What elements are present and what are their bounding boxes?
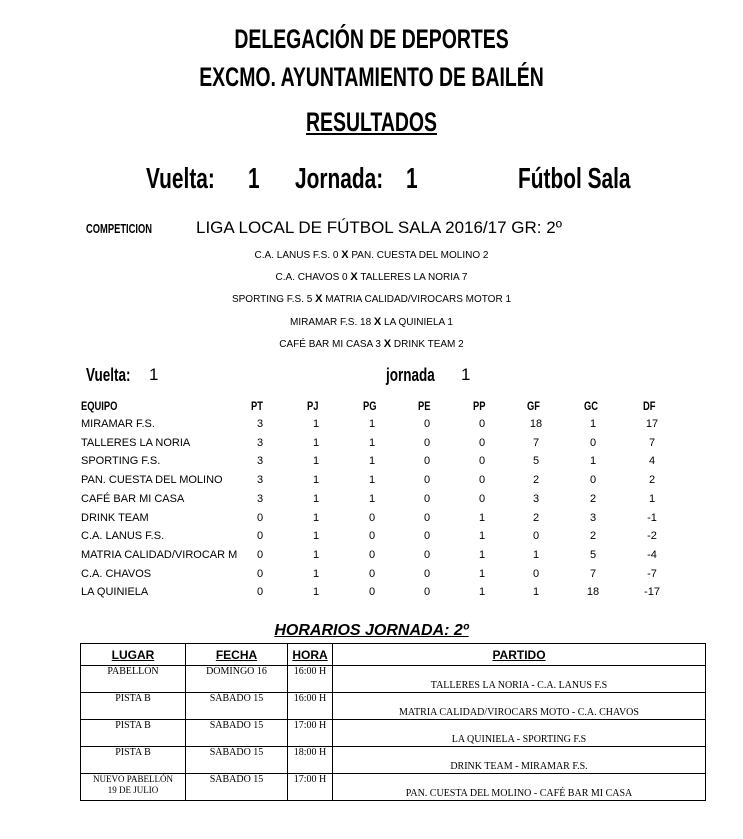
standings-df: 7: [648, 436, 656, 449]
schedule-lugar: NUEVO PABELLÓN 19 DE JULIO: [81, 774, 186, 801]
standings-pj: 1: [312, 455, 320, 468]
standings-team: C.A. CHAVOS: [81, 567, 152, 580]
schedule-row: [81, 693, 706, 720]
vuelta-label: Vuelta:: [146, 163, 215, 195]
standings-gc: 0: [589, 436, 597, 449]
standings-team: DRINK TEAM: [81, 511, 149, 524]
standings-pj: 1: [312, 418, 320, 430]
standings-pp: 1: [478, 586, 486, 599]
vuelta-value: 1: [248, 163, 260, 195]
standings-pg: 0: [368, 567, 376, 580]
standings-gc: 2: [589, 530, 597, 543]
standings-pg: 0: [368, 586, 376, 599]
standings-header-pt: PT: [251, 399, 263, 413]
standings-pt: 0: [256, 511, 264, 524]
standings-pp: 0: [478, 418, 486, 430]
standings-df: -2: [647, 530, 657, 543]
schedule-partido: MATRIA CALIDAD/VIROCARS MOTO - C.A. CHAVOS: [333, 693, 706, 720]
col-hora: HORA: [288, 644, 333, 666]
standings-pt: 3: [256, 436, 264, 449]
standings-pt: 3: [256, 474, 264, 487]
standings-gf: 5: [532, 455, 540, 468]
standings-df: 17: [645, 418, 659, 430]
standings-pt: 3: [256, 418, 264, 430]
standings-team: PAN. CUESTA DEL MOLINO: [81, 474, 223, 487]
schedule-row: [81, 774, 706, 801]
standings-pj: 1: [312, 567, 320, 580]
standings-df: -7: [647, 567, 657, 580]
standings-team: SPORTING F.S.: [81, 455, 161, 468]
col-lugar: LUGAR: [81, 644, 186, 666]
standings-header-gf: GF: [527, 399, 541, 413]
standings-gf: 1: [532, 548, 540, 561]
schedule-title: HORARIOS JORNADA: 2º: [274, 622, 469, 639]
schedule-row: [81, 720, 706, 747]
col-partido: PARTIDO: [333, 644, 706, 666]
standings-gf: 7: [532, 436, 540, 449]
schedule-lugar: PISTA B: [81, 747, 186, 774]
standings-pt: 3: [256, 455, 264, 468]
standings-header-pg: PG: [363, 399, 377, 413]
schedule-fecha: SÁBADO 15: [186, 747, 288, 774]
standings-df: -4: [647, 548, 657, 561]
standings-pj: 1: [312, 492, 320, 505]
schedule-row: [81, 666, 706, 693]
standings-pg: 1: [368, 418, 376, 430]
standings-header-df: DF: [643, 399, 656, 413]
standings-gc: 3: [589, 511, 597, 524]
standings-pe: 0: [423, 436, 431, 449]
standings-pg: 0: [368, 511, 376, 524]
standings-pp: 0: [478, 455, 486, 468]
schedule-partido: PAN. CUESTA DEL MOLINO - CAFÉ BAR MI CASA: [333, 774, 706, 801]
standings-gc: 1: [589, 418, 597, 430]
standings-team: MIRAMAR F.S.: [81, 418, 155, 430]
schedule-hora: 16:00 H: [288, 693, 333, 720]
standings-gf: 1: [532, 586, 540, 599]
standings-pp: 1: [478, 567, 486, 580]
standings-pg: 1: [368, 455, 376, 468]
schedule-hora: 16:00 H: [288, 666, 333, 693]
standings-team: CAFÉ BAR MI CASA: [81, 492, 185, 505]
standings-gc: 7: [589, 567, 597, 580]
standings-pg: 1: [368, 436, 376, 449]
standings-df: 1: [648, 492, 656, 505]
sport-name: Fútbol Sala: [518, 163, 631, 195]
standings-pj: 1: [312, 586, 320, 599]
standings-header-gc: GC: [584, 399, 599, 413]
standings-header-equipo: EQUIPO: [81, 399, 118, 413]
standings-gc: 5: [589, 548, 597, 561]
standings-pj: 1: [312, 474, 320, 487]
standings-pp: 1: [478, 511, 486, 524]
standings-header-pj: PJ: [307, 399, 319, 413]
standings-pt: 0: [256, 530, 264, 543]
standings-pe: 0: [423, 567, 431, 580]
competition-label: COMPETICION: [86, 221, 153, 236]
standings-pg: 1: [368, 492, 376, 505]
standings-gf: 3: [532, 492, 540, 505]
standings-team: MATRIA CALIDAD/VIROCAR M: [81, 548, 238, 561]
standings-df: 4: [648, 455, 656, 468]
standings-pp: 0: [478, 492, 486, 505]
standings-gc: 2: [589, 492, 597, 505]
schedule-table: [80, 643, 706, 801]
standings-team: LA QUINIELA: [81, 586, 149, 599]
standings-gf: 18: [529, 418, 543, 430]
schedule-header-row: [81, 644, 706, 666]
standings-pt: 0: [256, 567, 264, 580]
standings-gc: 1: [589, 455, 597, 468]
standings-pg: 0: [368, 530, 376, 543]
standings-pe: 0: [423, 586, 431, 599]
standings-header-pe: PE: [418, 399, 431, 413]
standings-pj: 1: [312, 548, 320, 561]
standings-pe: 0: [423, 548, 431, 561]
standings-pe: 0: [423, 418, 431, 430]
standings-pp: 0: [478, 474, 486, 487]
standings-jornada-value: 1: [461, 365, 471, 384]
standings-jornada-label: jornada: [386, 365, 435, 385]
schedule-fecha: SÁBADO 15: [186, 693, 288, 720]
standings-gc: 0: [589, 474, 597, 487]
standings-pt: 0: [256, 586, 264, 599]
standings-pe: 0: [423, 474, 431, 487]
standings-df: -1: [647, 511, 657, 524]
result-line: C.A. LANUS F.S. 0 X PAN. CUESTA DEL MOLINO 2: [254, 249, 489, 261]
header-results-title: RESULTADOS: [305, 107, 438, 137]
standings-gf: 2: [532, 511, 540, 524]
standings-pe: 0: [423, 455, 431, 468]
header-line-2: EXCMO. AYUNTAMIENTO DE BAILÉN: [199, 62, 544, 92]
standings-pp: 1: [478, 530, 486, 543]
standings-vuelta-label: Vuelta:: [86, 365, 131, 385]
standings-gf: 2: [532, 474, 540, 487]
schedule-row: [81, 747, 706, 774]
standings-pg: 0: [368, 548, 376, 561]
result-line: SPORTING F.S. 5 X MATRIA CALIDAD/VIROCARS MOTOR 1: [231, 293, 512, 305]
standings-gf: 0: [532, 567, 540, 580]
standings-df: -17: [644, 586, 660, 599]
col-fecha: FECHA: [186, 644, 288, 666]
standings-header-pp: PP: [473, 399, 486, 413]
schedule-fecha: SÁBADO 15: [186, 774, 288, 801]
jornada-label: Jornada:: [295, 163, 384, 195]
result-line: MIRAMAR F.S. 18 X LA QUINIELA 1: [290, 316, 453, 328]
standings-pe: 0: [423, 492, 431, 505]
standings-pg: 1: [368, 474, 376, 487]
schedule-hora: 17:00 H: [288, 720, 333, 747]
result-line: C.A. CHAVOS 0 X TALLERES LA NORIA 7: [275, 271, 468, 283]
standings-pj: 1: [312, 530, 320, 543]
competition-name: LIGA LOCAL DE FÚTBOL SALA 2016/17 GR: 2º: [196, 218, 562, 237]
schedule-partido: TALLERES LA NORIA - C.A. LANUS F.S: [333, 666, 706, 693]
schedule-partido: LA QUINIELA - SPORTING F.S: [333, 720, 706, 747]
schedule-hora: 18:00 H: [288, 747, 333, 774]
standings-pe: 0: [423, 511, 431, 524]
schedule-lugar: PISTA B: [81, 693, 186, 720]
standings-df: 2: [648, 474, 656, 487]
schedule-fecha: DOMINGO 16: [186, 666, 288, 693]
schedule-fecha: SÁBADO 15: [186, 720, 288, 747]
standings-pp: 1: [478, 548, 486, 561]
standings-vuelta-value: 1: [149, 365, 159, 384]
schedule-partido: DRINK TEAM - MIRAMAR F.S.: [333, 747, 706, 774]
standings-pp: 0: [478, 436, 486, 449]
header-line-1: DELEGACIÓN DE DEPORTES: [234, 24, 509, 54]
schedule-lugar: PABELLÓN: [81, 666, 186, 693]
schedule-lugar: PISTA B: [81, 720, 186, 747]
standings-team: TALLERES LA NORIA: [81, 436, 191, 449]
standings-pj: 1: [312, 511, 320, 524]
standings-team: C.A. LANUS F.S.: [81, 530, 165, 543]
standings-pe: 0: [423, 530, 431, 543]
standings-gf: 0: [532, 530, 540, 543]
standings-pt: 0: [256, 548, 264, 561]
standings-gc: 18: [586, 586, 600, 599]
jornada-value: 1: [406, 163, 418, 195]
standings-pj: 1: [312, 436, 320, 449]
standings-pt: 3: [256, 492, 264, 505]
result-line: CAFÉ BAR MI CASA 3 X DRINK TEAM 2: [279, 338, 464, 350]
schedule-hora: 17:00 H: [288, 774, 333, 801]
